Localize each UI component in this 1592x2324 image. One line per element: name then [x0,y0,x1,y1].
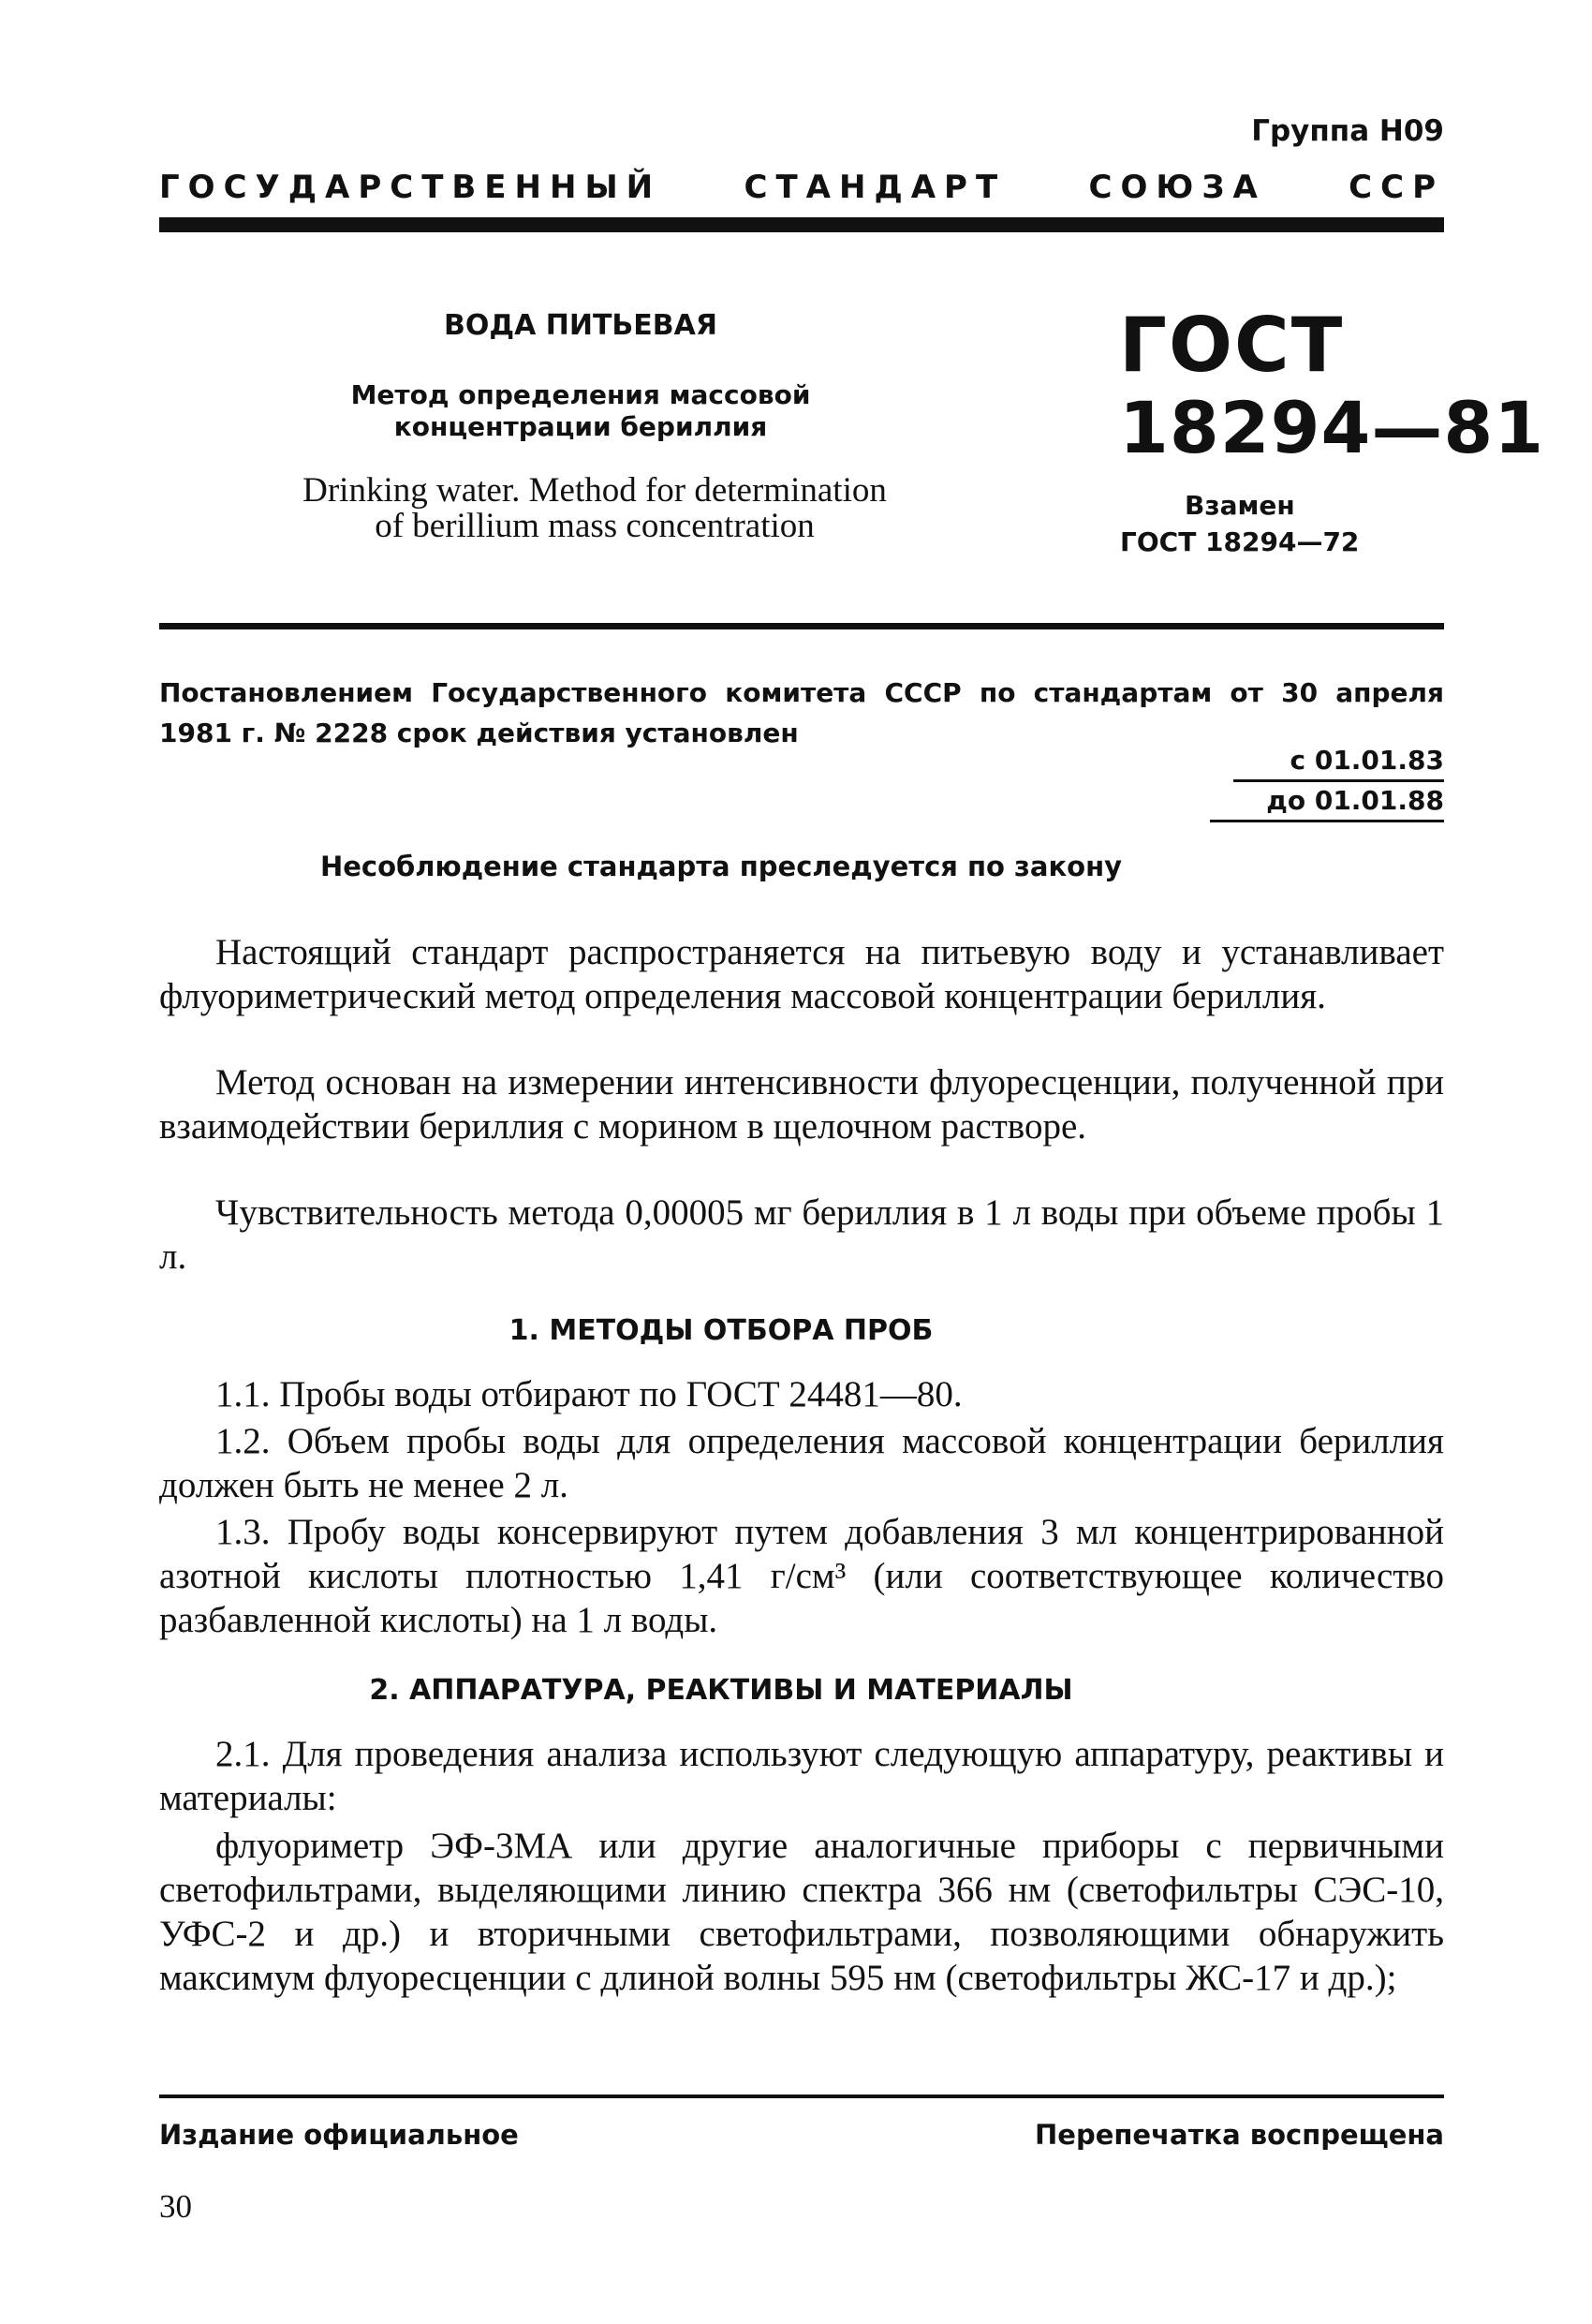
footer-official-edition: Издание официальное [159,2119,519,2151]
clause: 1.2. Объем пробы воды для определения массовой концентрации бериллия должен быть не менее 2 л. [159,1421,1444,1505]
top-rule [159,217,1444,232]
header-word: ССР [1349,169,1444,206]
divider-rule [159,623,1444,629]
title-en-line: Drinking water. Method for determination [302,471,887,510]
intro-paragraph: Чувствительность метода 0,00005 мг бериллия в 1 л воды при объеме пробы 1 л. [159,1192,1444,1277]
intro-paragraph: Метод основан на измерении интенсивности флуоресценции, полученной при взаимодействии бериллия с морином в щелочном растворе. [159,1062,1444,1147]
clause: 1.1. Пробы воды отбирают по ГОСТ 24481—80. [215,1374,963,1414]
page-number: 30 [159,2188,192,2225]
header-word: СТАНДАРТ [744,169,1007,206]
title-en-line: of berillium mass concentration [375,507,815,545]
state-standard-header [159,169,1444,206]
group-label: Группа Н09 [1251,114,1444,148]
gost-label: ГОСТ [1119,302,1345,389]
replaces-label: Взамен [1185,490,1295,521]
bottom-rule [159,2095,1444,2098]
document-subtitle [309,379,852,443]
clause: 1.3. Пробу воды консервируют путем добавления 3 мл концентрированной азотной кислоты плотностью 1,41 г/см³ (или соответствующее количество разбавленной кислоты) на 1 л воды. [159,1512,1444,1640]
compliance-note: Несоблюдение стандарта преследуется по закону [319,851,1123,882]
section-heading: 1. МЕТОДЫ ОТБОРА ПРОБ [509,1314,934,1347]
intro-paragraph: Настоящий стандарт распространяется на питьевую воду и устанавливает флуориметрический метод определения массовой концентрации бериллия. [159,932,1444,1016]
document-title: ВОДА ПИТЬЕВАЯ [444,309,717,342]
decree-text: Постановлением Государственного комитета СССР по стандартам от 30 апреля 1981 г. № 2228 срок действия установлен [159,677,1444,748]
gost-number: 18294—81 [1119,386,1545,469]
header-word: ГОСУДАРСТВЕННЫЙ [159,169,662,206]
document-title-english [253,473,936,544]
validity-from: с 01.01.83 [1233,745,1444,782]
clause: 2.1. Для проведения анализа используют следующую аппаратуру, реактивы и материалы: [159,1734,1444,1818]
clause: флуориметр ЭФ-3МА или другие аналогичные приборы с первичными светофильтрами, выделяющими линию спектра 366 нм (светофильтры СЭС-10, УФС-2 и др.) и вторичными светофильтрами, позволяющими обнаружить максимум флуоресценции с длиной волны 595 нм (светофильтры ЖС-17 и др.); [159,1826,1444,1998]
header-word: СОЮЗА [1088,169,1266,206]
subtitle-line: Метод определения массовой [350,379,811,410]
validity-to: до 01.01.88 [1210,785,1444,822]
subtitle-line: концентрации бериллия [393,411,768,442]
replaces-value: ГОСТ 18294—72 [1120,526,1360,557]
section-heading: 2. АППАРАТУРА, РЕАКТИВЫ И МАТЕРИАЛЫ [369,1674,1073,1707]
footer-reprint-prohibited: Перепечатка воспрещена [1035,2119,1444,2151]
